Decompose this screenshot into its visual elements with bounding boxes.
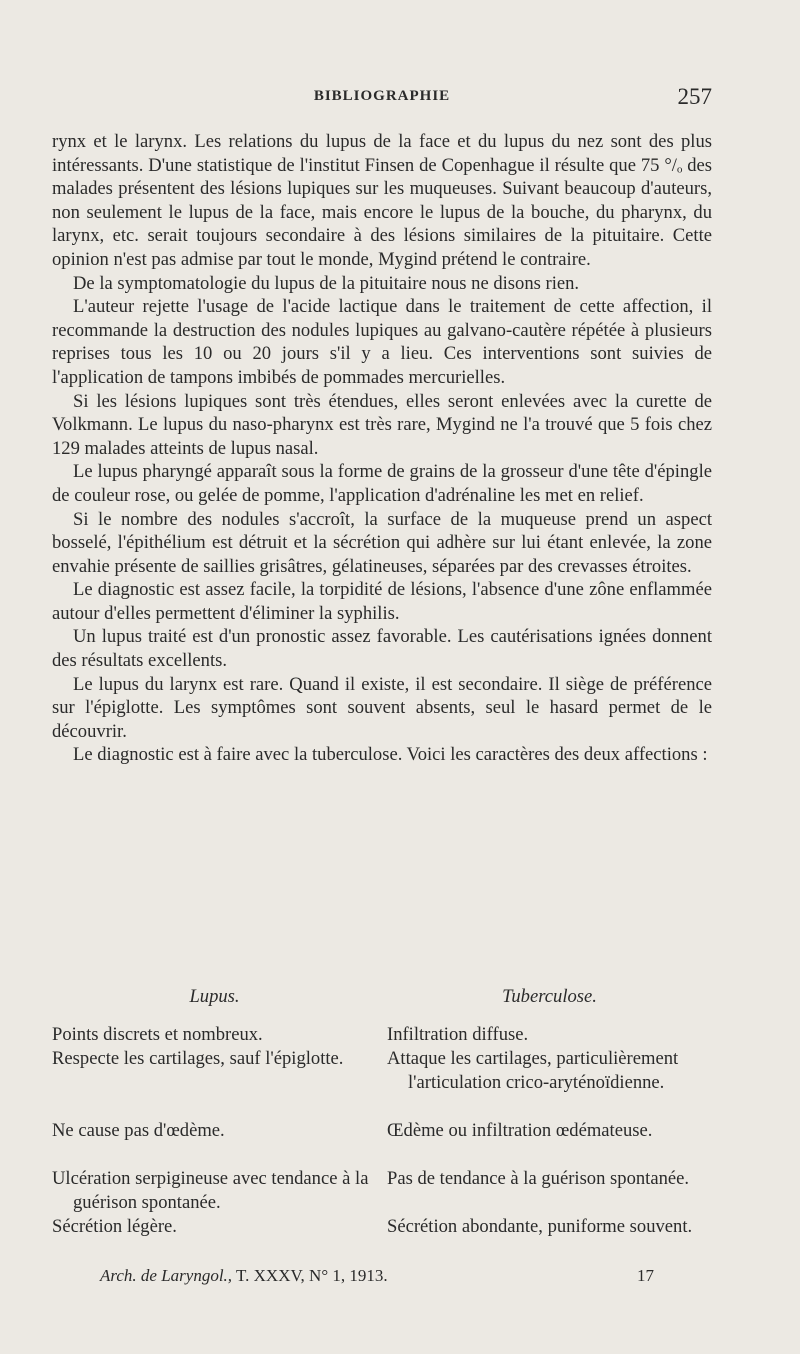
paragraph: rynx et le larynx. Les relations du lupus de la face et du lupus du nez sont des plus intéressants. D'une statistique de l'institut Finsen de Copenhague il résulte que 75 °/ₒ des malades présentent des lésions lupiques sur les muqueuses. Suivant beaucoup d'auteurs, non seulement le lupus de la face, mais encore le lupus de la bouche, du pharynx, du larynx, etc. serait toujours secondaire à des lésions similaires de la pituitaire. Cette opinion n'est pas admise par tout le monde, Mygind prétend le contraire. <box>52 131 712 270</box>
paragraph: L'auteur rejette l'usage de l'acide lactique dans le traitement de cette affection, il recommande la destruction des nodules lupiques au galvano-cautère répétée à plusieurs reprises tous les 10 ou 20 jours s'il y a lieu. Ces interventions sont suivies de l'application de tampons imbibés de pommades mercurielles. <box>52 296 712 388</box>
lupus-column <box>52 985 377 1237</box>
lupus-entry: Ne cause pas d'œdème. <box>52 1120 225 1141</box>
paragraph: Le lupus du larynx est rare. Quand il existe, il est secondaire. Il siège de préférence sur l'épiglotte. Les symptômes sont souvent absents, seul le hasard permet de le découvrir. <box>52 673 712 742</box>
journal-citation <box>100 1266 388 1286</box>
paragraph: Le diagnostic est à faire avec la tuberculose. Voici les caractères des deux affections : <box>73 744 708 766</box>
sheet-number: 17 <box>637 1266 654 1285</box>
tuberculose-entry: Infiltration diffuse. <box>387 1024 529 1045</box>
paragraph: Le lupus pharyngé apparaît sous la forme de grains de la grosseur d'une tête d'épingle de couleur rose, ou gelée de pomme, l'application d'adrénaline les met en relief. <box>52 461 712 506</box>
running-title: BIBLIOGRAPHIE <box>313 88 451 104</box>
lupus-heading: Lupus. <box>189 986 240 1007</box>
paragraph: De la symptomatologie du lupus de la pituitaire nous ne disons rien. <box>73 272 580 294</box>
paragraph: Si les lésions lupiques sont très étendues, elles seront enlevées avec la curette de Volkmann. Le lupus du naso-pharynx est très rare, Mygind ne l'a trouvé que 5 fois chez 129 malades atteints de lupus nasal. <box>52 390 712 459</box>
tuberculose-heading: Tuberculose. <box>502 986 597 1007</box>
lupus-entry: Ulcération serpigineuse avec tendance à la guérison spontanée. <box>52 1168 369 1213</box>
page-number: 257 <box>677 84 712 109</box>
paragraph: Si le nombre des nodules s'accroît, la surface de la muqueuse prend un aspect bosselé, l'épithélium est détruit et la sécrétion qui adhère sur lui étant enlevée, la zone envahie présente de saillies grisâtres, gélatineuses, séparées par des crevasses étroites. <box>52 508 712 577</box>
journal-title: Arch. de Laryngol., <box>100 1266 233 1285</box>
journal-volume: T. XXXV, N° 1, 1913. <box>236 1266 388 1285</box>
body-text <box>52 130 712 767</box>
tuberculose-entry: Sécrétion abondante, puniforme souvent. <box>387 1216 693 1237</box>
tuberculose-entry: Attaque les cartilages, particulièrement l'articulation crico-aryténoïdienne. <box>387 1048 679 1093</box>
paragraph: Le diagnostic est assez facile, la torpidité de lésions, l'absence d'une zône enflammée autour d'elles permettent d'éliminer la syphilis. <box>52 579 712 624</box>
tuberculose-column <box>387 985 712 1237</box>
lupus-entry: Points discrets et nombreux. <box>52 1024 263 1045</box>
tuberculose-entry: Œdème ou infiltration œdémateuse. <box>387 1120 653 1141</box>
lupus-entry: Respecte les cartilages, sauf l'épiglotte. <box>52 1048 344 1069</box>
running-head <box>52 84 712 114</box>
tuberculose-entry: Pas de tendance à la guérison spontanée. <box>387 1168 690 1189</box>
lupus-entry: Sécrétion légère. <box>52 1216 177 1237</box>
paragraph: Un lupus traité est d'un pronostic assez favorable. Les cautérisations ignées donnent des résultats excellents. <box>52 626 712 672</box>
